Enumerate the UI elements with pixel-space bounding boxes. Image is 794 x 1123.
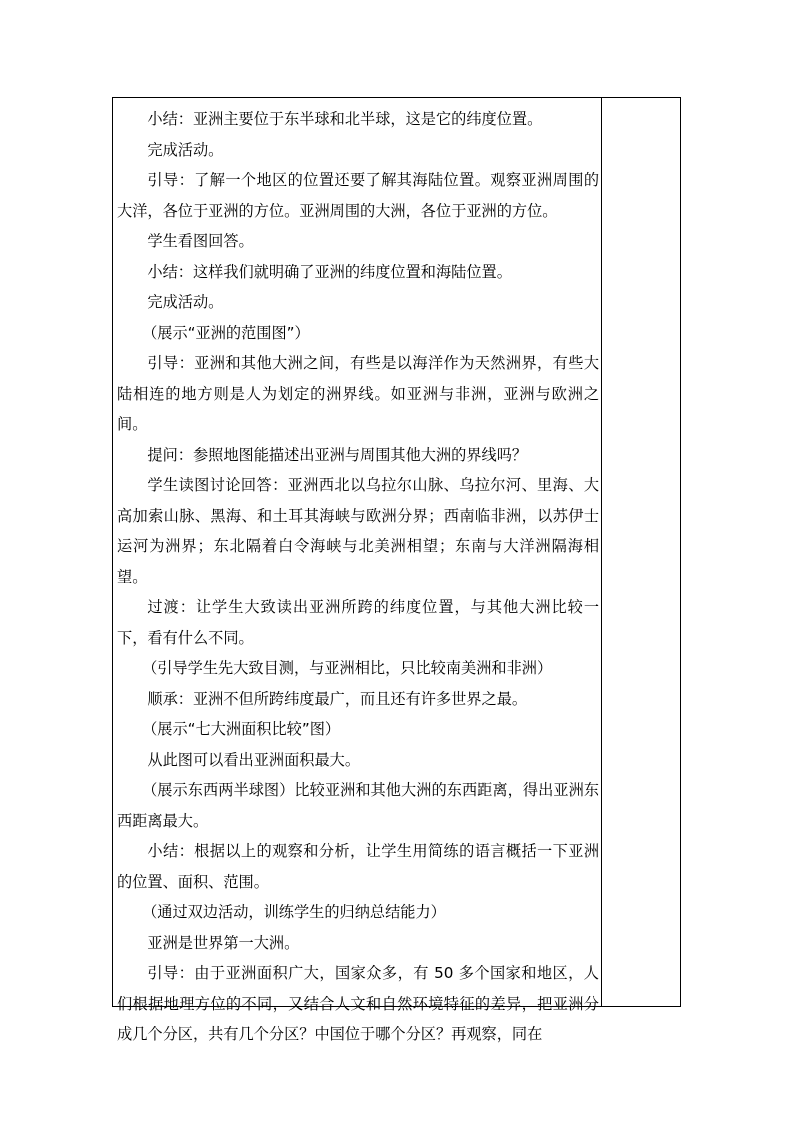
paragraph-guide-sea-land: 引导：了解一个地区的位置还要了解其海陆位置。观察亚洲周围的大洋，各位于亚洲的方位。亚洲周围的大洲，各位于亚洲的方位。 <box>117 171 599 220</box>
paragraph-guide-regions: 引导：由于亚洲面积广大，国家众多，有 50 多个国家和地区，人们根据地理方位的不同，又结合人文和自然环境特征的差异，把亚洲分成几个分区，共有几个分区？中国位于哪个分区？再观察，同在 <box>117 964 599 1043</box>
paragraph-student-answer: 学生看图回答。 <box>147 232 254 250</box>
paragraph-activity-1: 完成活动。 <box>147 140 224 159</box>
paragraph-summary-position: 小结：这样我们就明确了亚洲的纬度位置和海陆位置。 <box>147 262 512 281</box>
paragraph-largest-area: 从此图可以看出亚洲面积最大。 <box>147 750 361 769</box>
paragraph-summary-latitude: 小结：亚洲主要位于东半球和北半球，这是它的纬度位置。 <box>147 110 543 128</box>
notes-cell <box>602 98 680 1006</box>
paragraph-show-range-map: （展示“亚洲的范围图”） <box>142 323 310 342</box>
teaching-process-cell <box>113 98 602 1043</box>
teaching-process-text <box>117 104 599 1050</box>
paragraph-largest-continent: 亚洲是世界第一大洲。 <box>147 933 300 952</box>
paragraph-transition: 过渡：让学生大致读出亚洲所跨的纬度位置，与其他大洲比较一下，看有什么不同。 <box>117 598 599 647</box>
paragraph-activity-2: 完成活动。 <box>147 293 224 311</box>
paragraph-show-area-chart: （展示“七大洲面积比较”图） <box>142 720 341 738</box>
paragraph-student-discussion: 学生读图讨论回答：亚洲西北以乌拉尔山脉、乌拉尔河、里海、大高加索山脉、黑海、和土耳其海峡与欧洲分界；西南临非洲，以苏伊士运河为洲界；东北隔着白令海峡与北美洲相望；东南与大洋洲隔海相望。 <box>117 476 599 586</box>
paragraph-question-boundaries: 提问：参照地图能描述出亚洲与周围其他大洲的界线吗？ <box>147 445 528 464</box>
paragraph-guide-boundaries: 引导：亚洲和其他大洲之间，有些是以海洋作为天然洲界，有些大陆相连的地方则是人为划定的洲界线。如亚洲与非洲，亚洲与欧洲之间。 <box>117 354 599 433</box>
lesson-table <box>112 97 681 1043</box>
paragraph-hemispheres: （展示东西两半球图）比较亚洲和其他大洲的东西距离，得出亚洲东西距离最大。 <box>117 781 599 830</box>
paragraph-bilateral-activity: （通过双边活动，训练学生的归纳总结能力） <box>142 903 446 921</box>
paragraph-world-records: 顺承：亚洲不但所跨纬度最广，而且还有许多世界之最。 <box>147 689 528 708</box>
paragraph-guide-compare: （引导学生先大致目测，与亚洲相比，只比较南美洲和非洲） <box>142 659 553 677</box>
paragraph-summary-overview: 小结：根据以上的观察和分析，让学生用简练的语言概括一下亚洲的位置、面积、范围。 <box>117 842 599 891</box>
